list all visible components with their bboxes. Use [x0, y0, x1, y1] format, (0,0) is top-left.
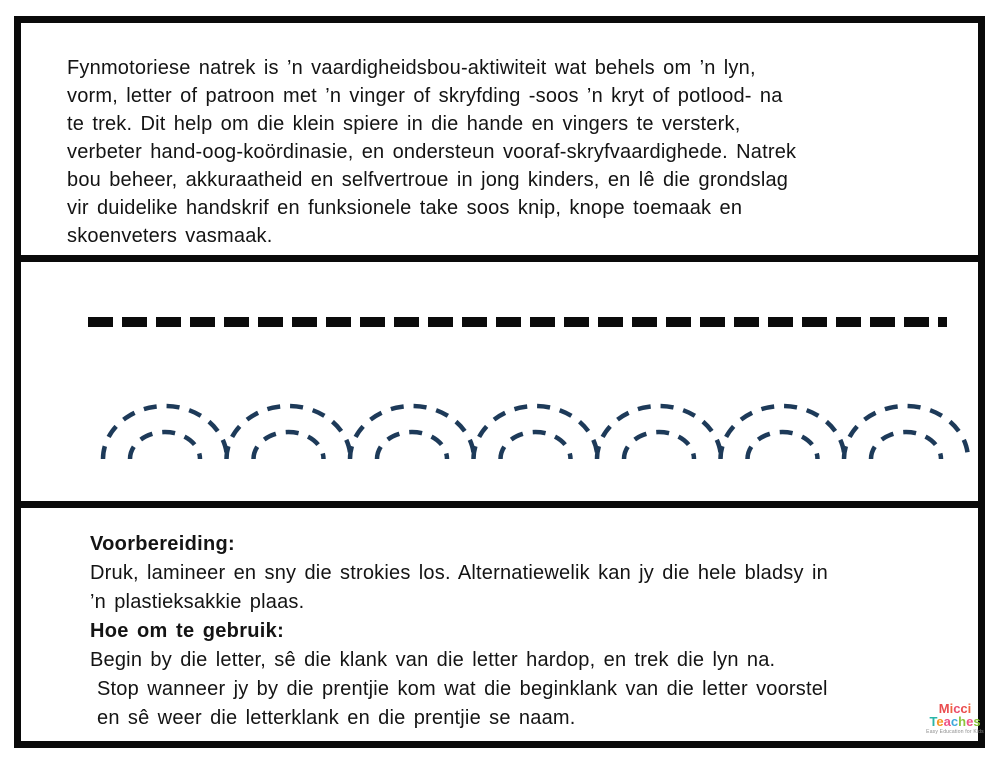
- tracing-section: [14, 255, 985, 508]
- logo-letter: M: [938, 701, 950, 716]
- logo-letter: h: [958, 714, 967, 729]
- logo-letter: s: [973, 714, 981, 729]
- instructions-section: [14, 501, 985, 748]
- brand-logo: [921, 702, 989, 735]
- instructions-content: [21, 508, 981, 733]
- intro-line: verbeter hand-oog-koördinasie, en ondersteun vooraf-skryfvaardighede. Natrek: [67, 141, 797, 163]
- arc-trace: [501, 432, 571, 459]
- logo-letter: i: [967, 701, 972, 716]
- intro-paragraph: [21, 23, 978, 250]
- arc-trace: [748, 432, 818, 459]
- usage-heading: Hoe om te gebruik:: [90, 620, 285, 642]
- arc-trace: [624, 432, 694, 459]
- logo-tagline: Easy Education for Kids: [926, 729, 984, 735]
- prep-line: ’n plastieksakkie plaas.: [90, 591, 305, 613]
- usage-line: Begin by die letter, sê die klank van die letter hardop, en trek die lyn na.: [90, 649, 776, 671]
- intro-line: skoenveters vasmaak.: [67, 225, 273, 247]
- logo-letter: e: [936, 714, 944, 729]
- arc-trace: [130, 432, 200, 459]
- tracing-canvas: [21, 262, 978, 501]
- usage-line: Stop wanneer jy by die prentjie kom wat die beginklank van die letter voorstel: [97, 678, 828, 700]
- logo-letter: T: [929, 714, 937, 729]
- intro-section: [14, 16, 985, 262]
- logo-letter: c: [953, 701, 961, 716]
- prep-heading: Voorbereiding:: [90, 533, 235, 555]
- logo-letter: c: [950, 714, 959, 729]
- logo-letter: c: [960, 701, 968, 716]
- logo-letter: i: [949, 701, 954, 716]
- intro-line: bou beheer, akkuraatheid en selfvertroue in jong kinders, en lê die grondslag: [67, 169, 789, 191]
- scallop-tracing-pattern: [103, 406, 968, 459]
- intro-line: vorm, letter of patroon met ’n vinger of skryfding -soos ’n kryt of potlood- na: [67, 85, 783, 107]
- prep-line: Druk, lamineer en sny die strokies los. Alternatiewelik kan jy die hele bladsy in: [90, 562, 828, 584]
- logo-word-teaches: [921, 715, 989, 728]
- arc-trace: [254, 432, 324, 459]
- usage-line: en sê weer die letterklank en die prentjie se naam.: [97, 707, 576, 729]
- arc-trace: [377, 432, 447, 459]
- intro-line: Fynmotoriese natrek is ’n vaardigheidsbou-aktiwiteit wat behels om ’n lyn,: [67, 57, 756, 79]
- arc-trace: [871, 432, 941, 459]
- logo-letter: a: [943, 714, 951, 729]
- intro-line: te trek. Dit help om die klein spiere in die hande en vingers te versterk,: [67, 113, 741, 135]
- intro-line: vir duidelike handskrif en funksionele take soos knip, knope toemaak en: [67, 197, 743, 219]
- logo-letter: e: [966, 714, 974, 729]
